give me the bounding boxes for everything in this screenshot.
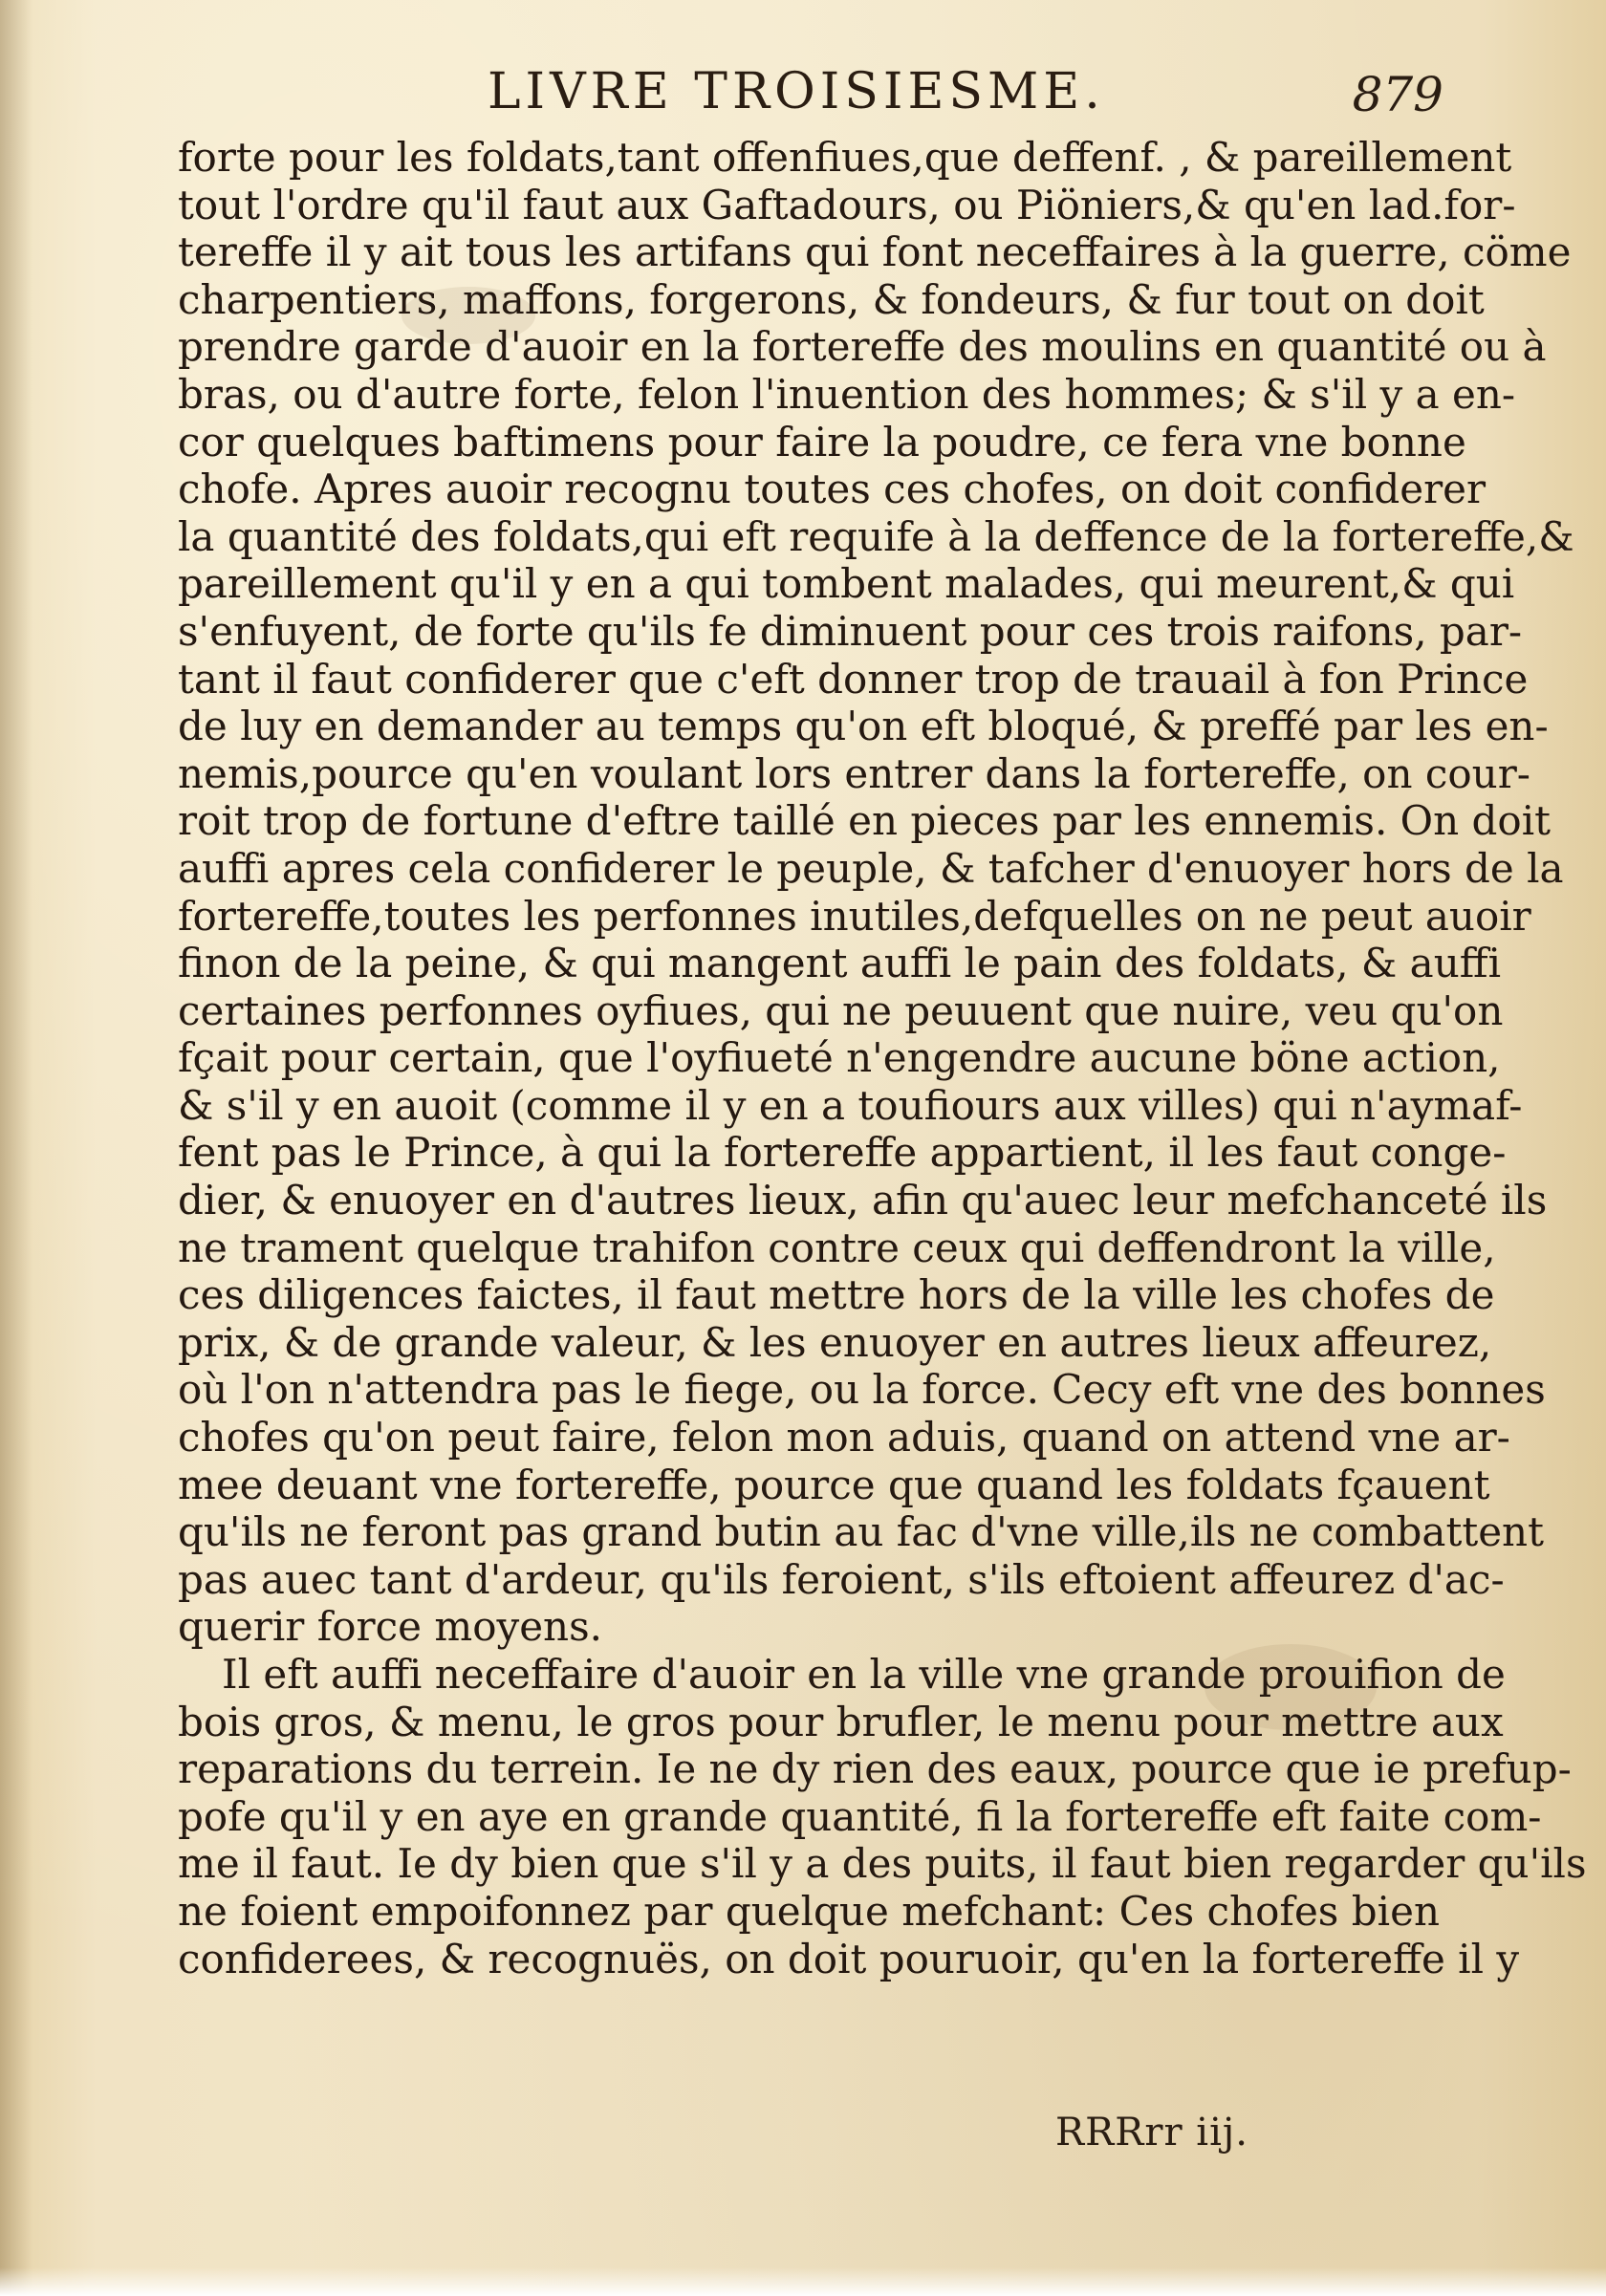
text-line: bras, ou d'autre forte, felon l'inuention des hommes; & s'il y a en-: [178, 370, 1516, 418]
text-line: mee deuant vne fortereffe, pource que quand les foldats fçauent: [178, 1461, 1490, 1508]
page-bottom-margin: [0, 2267, 1606, 2296]
body-text: [178, 134, 1587, 1982]
running-title: LIVRE TROISIESME.: [488, 63, 1105, 120]
text-line: forte pour les foldats,tant offenfiues,que deffenf. , & pareillement: [178, 134, 1512, 181]
text-line: prendre garde d'auoir en la fortereffe des moulins en quantité ou à: [178, 323, 1547, 371]
text-line: confiderees, & recognuës, on doit pouruoir, qu'en la fortereffe il y: [178, 1935, 1520, 1982]
text-line: nemis,pource qu'en voulant lors entrer dans la fortereffe, on cour-: [178, 749, 1530, 797]
text-line: chofe. Apres auoir recognu toutes ces chofes, on doit confiderer: [178, 466, 1487, 513]
text-line: tout l'ordre qu'il faut aux Gaftadours, ou Piöniers,& qu'en lad.for-: [178, 181, 1516, 228]
text-line: où l'on n'attendra pas le fiege, ou la force. Cecy eft vne des bonnes: [178, 1366, 1546, 1414]
text-line: fent pas le Prince, à qui la fortereffe appartient, il les faut conge-: [178, 1129, 1507, 1177]
text-line: pas auec tant d'ardeur, qu'ils feroient, s'ils eftoient affeurez d'ac-: [178, 1555, 1505, 1603]
signature-mark: RRRrr iij.: [1055, 2111, 1249, 2155]
text-line: ces diligences faictes, il faut mettre hors de la ville les chofes de: [178, 1271, 1495, 1319]
text-line: & s'il y en auoit (comme il y en a toufiours aux villes) qui n'aymaf-: [178, 1081, 1523, 1129]
text-line: bois gros, & menu, le gros pour brufler, le menu pour mettre aux: [178, 1698, 1504, 1745]
paragraph-start-line: Il eft auffi neceffaire d'auoir en la ville vne grande prouifion de: [222, 1651, 1506, 1698]
gutter-shadow: [0, 0, 33, 2296]
text-line: qu'ils ne feront pas grand butin au fac d'vne ville,ils ne combattent: [178, 1508, 1544, 1556]
text-line: dier, & enuoyer en d'autres lieux, afin qu'auec leur mefchanceté ils: [178, 1177, 1548, 1224]
text-line: s'enfuyent, de forte qu'ils fe diminuent pour ces trois raifons, par-: [178, 607, 1523, 655]
text-line: fçait pour certain, que l'oyfiueté n'engendre aucune böne action,: [178, 1034, 1501, 1082]
text-line: chofes qu'on peut faire, felon mon aduis, quand on attend vne ar-: [178, 1414, 1510, 1462]
page-header: [172, 59, 1443, 126]
text-line: ne trament quelque trahifon contre ceux qui deffendront la ville,: [178, 1224, 1496, 1271]
text-line: pofe qu'il y en aye en grande quantité, fi la fortereffe eft faite com-: [178, 1792, 1542, 1840]
text-line: auffi apres cela confiderer le peuple, & tafcher d'enuoyer hors de la: [178, 844, 1564, 892]
page-number: 879: [1352, 67, 1443, 122]
text-line: tereffe il y ait tous les artifans qui font neceffaires à la guerre, cöme: [178, 228, 1572, 276]
text-line: prix, & de grande valeur, & les enuoyer en autres lieux affeurez,: [178, 1318, 1492, 1366]
text-line: fortereffe,toutes les perfonnes inutiles,defquelles on ne peut auoir: [178, 892, 1531, 940]
text-line: roit trop de fortune d'eftre taillé en pieces par les ennemis. On doit: [178, 797, 1551, 845]
paragraph-end-line: querir force moyens.: [178, 1603, 603, 1651]
text-line: reparations du terrein. Ie ne dy rien des eaux, pource que ie prefup-: [178, 1745, 1572, 1793]
text-line: tant il faut confiderer que c'eft donner trop de trauail à fon Prince: [178, 655, 1529, 703]
text-line: finon de la peine, & qui mangent auffi le pain des foldats, & auffi: [178, 940, 1502, 987]
text-line: de luy en demander au temps qu'on eft bloqué, & preffé par les en-: [178, 703, 1549, 750]
text-line: ne foient empoifonnez par quelque mefchant: Ces chofes bien: [178, 1887, 1440, 1935]
text-line: cor quelques baftimens pour faire la poudre, ce fera vne bonne: [178, 418, 1466, 466]
text-line: certaines perfonnes oyfiues, qui ne peuuent que nuire, veu qu'on: [178, 986, 1504, 1034]
text-line: me il faut. Ie dy bien que s'il y a des puits, il faut bien regarder qu'ils: [178, 1840, 1587, 1888]
text-line: charpentiers, maffons, forgerons, & fondeurs, & fur tout on doit: [178, 275, 1485, 323]
text-line: pareillement qu'il y en a qui tombent malades, qui meurent,& qui: [178, 560, 1515, 608]
text-line: la quantité des foldats,qui eft requife à la deffence de la fortereffe,&: [178, 512, 1574, 560]
